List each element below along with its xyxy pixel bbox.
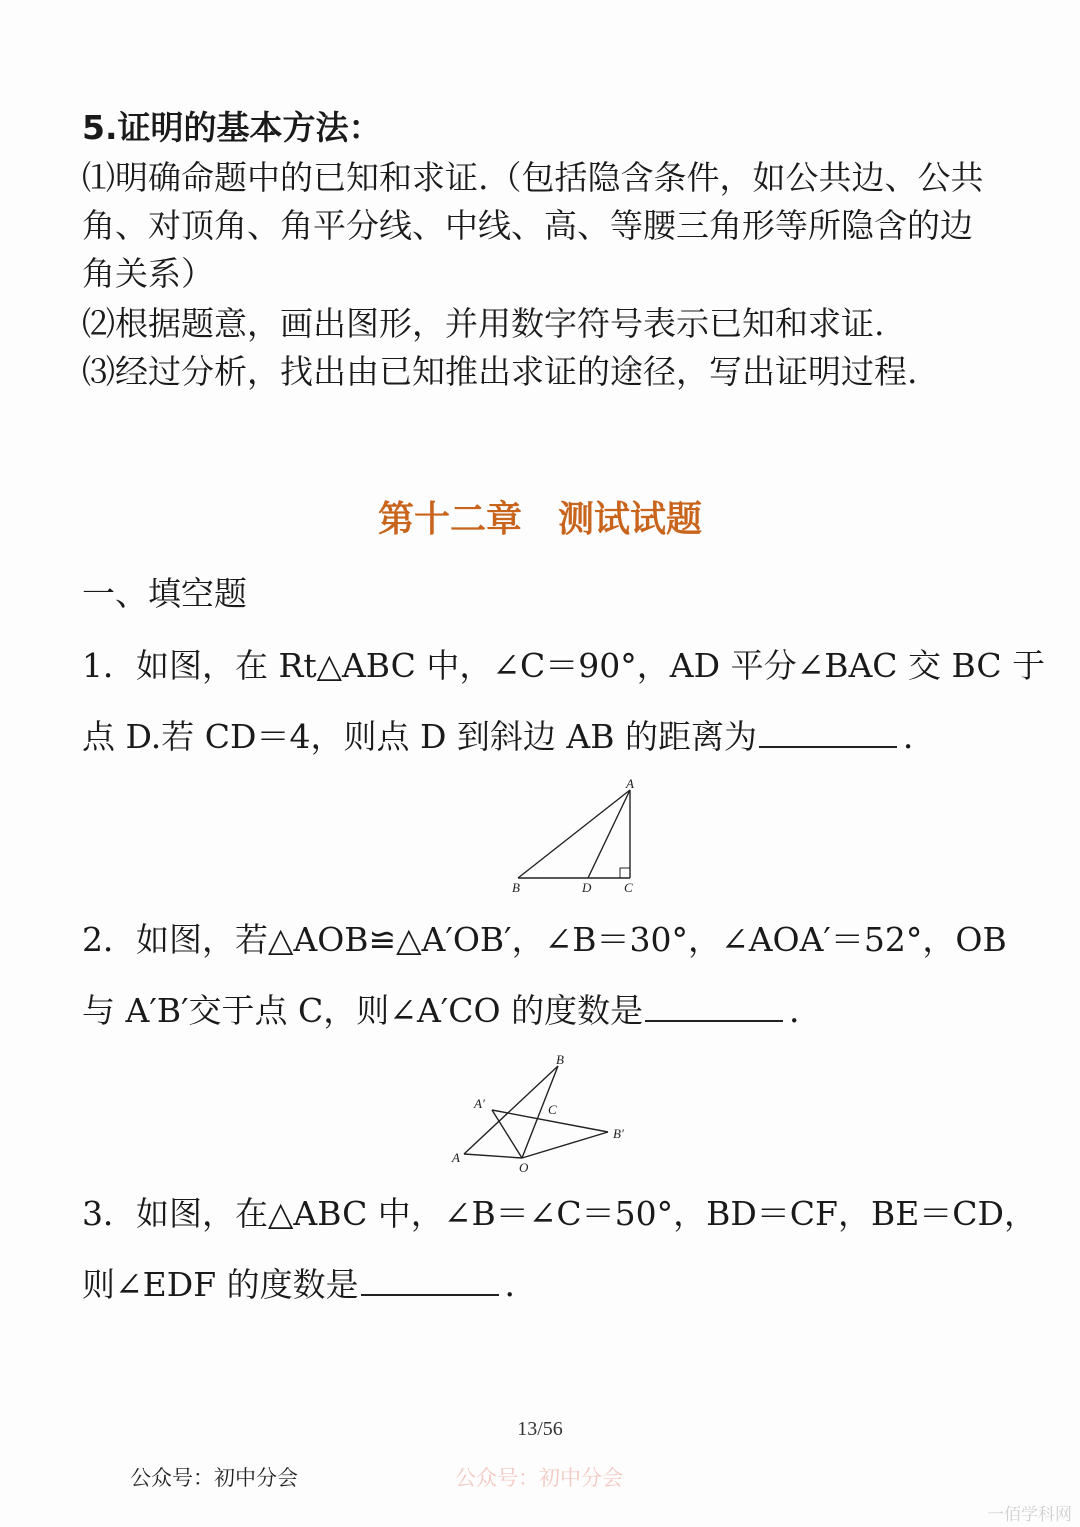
chapter-number: 第十二章 <box>377 499 522 540</box>
q2-label-o: O <box>519 1160 529 1175</box>
q1-label-d: D <box>582 880 592 895</box>
q1-side-ab <box>518 790 630 878</box>
footer-account-label: 公众号：初中分会 <box>130 1466 298 1490</box>
footer-watermark: 公众号：初中分会 <box>455 1466 623 1490</box>
section-line-5: ⑶经过分析，找出由已知推出求证的途径，写出证明过程. <box>82 352 918 391</box>
q3-line-2 <box>82 1264 538 1305</box>
section-heading: 5.证明的基本方法： <box>82 108 382 147</box>
section-line-2: 角、对顶角、角平分线、中线、高、等腰三角形等所隐含的边 <box>82 206 973 245</box>
subheading-fill-in: 一、填空题 <box>82 574 247 613</box>
q1-answer-blank[interactable] <box>759 716 897 748</box>
chapter-title <box>0 498 1080 542</box>
q2-answer-blank[interactable] <box>645 990 783 1022</box>
q3-end: ． <box>504 1265 538 1304</box>
q1-text: 点 D.若 CD＝4，则点 D 到斜边 AB 的距离为 <box>82 717 757 756</box>
q1-line-2 <box>82 716 936 757</box>
q1-right-angle-mark <box>620 868 630 878</box>
q2-side-a1o <box>492 1110 522 1158</box>
q2-label-b: B <box>556 1052 564 1067</box>
q3-line-1: 3．如图，在△ABC 中，∠B＝∠C＝50°，BD＝CF，BE＝CD， <box>82 1194 1038 1233</box>
q2-line-1: 2．如图，若△AOB≌△A′OB′，∠B＝30°，∠AOA′＝52°，OB <box>82 920 1007 959</box>
q2-label-a1: A′ <box>474 1096 485 1111</box>
q2-figure <box>440 1048 640 1176</box>
section-line-1: ⑴明确命题中的已知和求证.（包括隐含条件，如公共边、公共 <box>82 158 984 197</box>
chapter-subtitle: 测试试题 <box>558 499 703 540</box>
q3-text: 则∠EDF 的度数是 <box>82 1265 359 1304</box>
q2-label-b1: B′ <box>613 1126 624 1141</box>
q1-line-1: 1．如图，在 Rt△ABC 中，∠C＝90°，AD 平分∠BAC 交 BC 于 <box>82 646 1046 685</box>
q1-label-b: B <box>512 880 520 895</box>
q1-label-a: A <box>626 776 634 791</box>
q2-side-ao <box>464 1154 522 1158</box>
q1-end: ． <box>902 717 936 756</box>
q2-text: 与 A′B′交于点 C，则∠A′CO 的度数是 <box>82 991 644 1030</box>
q1-figure <box>500 776 650 900</box>
page-number: 13/56 <box>517 1418 563 1440</box>
q2-label-c: C <box>548 1102 557 1117</box>
q1-label-c: C <box>624 880 633 895</box>
section-line-3: 角关系） <box>82 254 214 293</box>
section-line-4: ⑵根据题意，画出图形，并用数字符号表示已知和求证. <box>82 304 885 343</box>
q2-line-2 <box>82 990 822 1031</box>
corner-watermark: 一佰学科网 <box>987 1505 1072 1525</box>
q3-answer-blank[interactable] <box>361 1264 499 1296</box>
q2-side-ob1 <box>522 1132 608 1158</box>
q2-label-a: A <box>452 1150 460 1165</box>
q1-bisector-ad <box>588 790 630 878</box>
q2-end: ． <box>789 991 823 1030</box>
